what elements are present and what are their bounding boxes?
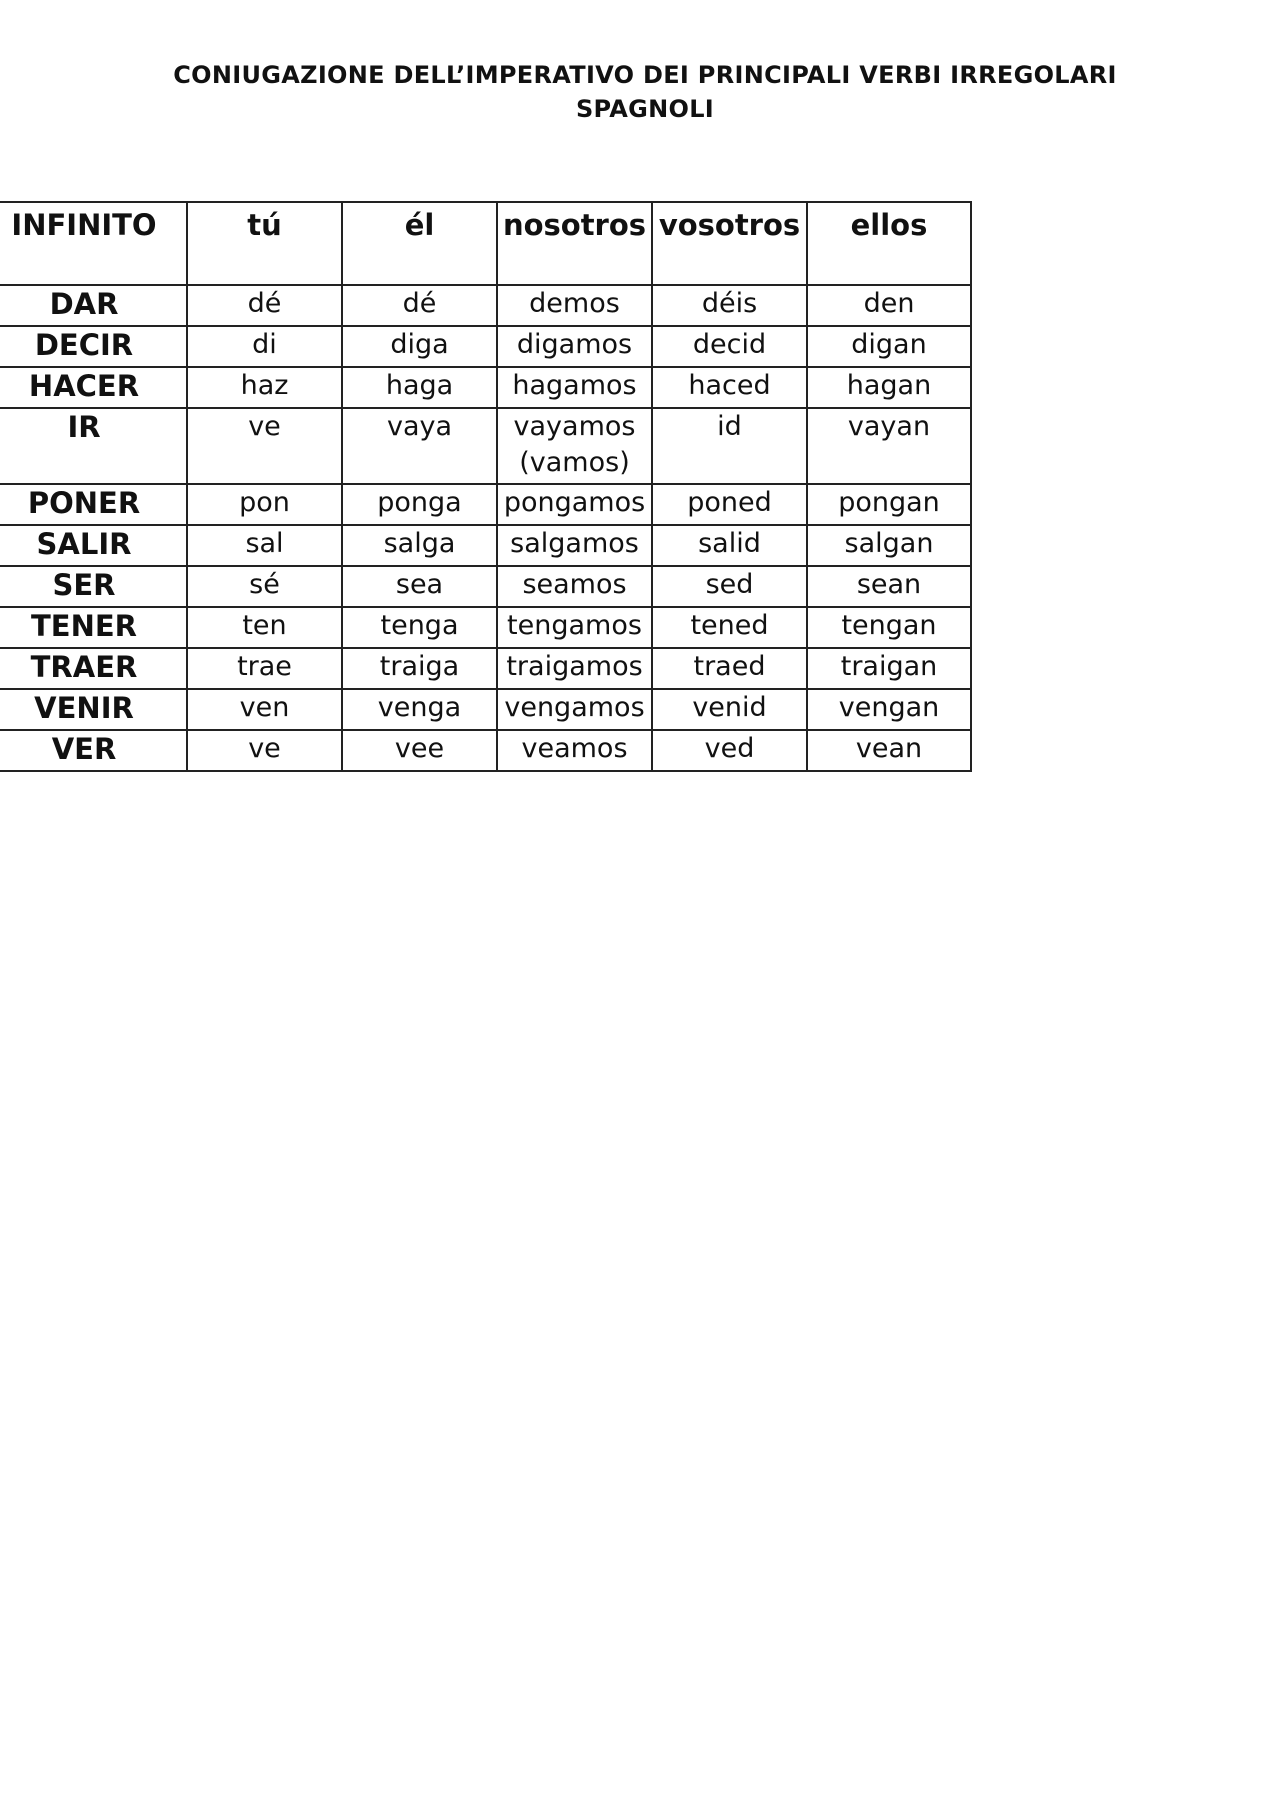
cell-infinitive: TENER [0,607,187,648]
cell-tu: sé [187,566,342,607]
header-vosotros: vosotros [652,202,807,285]
cell-el: haga [342,367,497,408]
cell-nosotros: hagamos [497,367,652,408]
cell-vosotros: traed [652,648,807,689]
cell-el: salga [342,525,497,566]
cell-tu: di [187,326,342,367]
cell-nosotros: salgamos [497,525,652,566]
cell-infinitive: PONER [0,484,187,525]
cell-el: traiga [342,648,497,689]
header-el: él [342,202,497,285]
table-row [0,566,971,607]
header-ellos: ellos [807,202,971,285]
cell-vosotros: sed [652,566,807,607]
cell-tu: haz [187,367,342,408]
cell-tu: ven [187,689,342,730]
cell-el: vee [342,730,497,771]
cell-tu: ve [187,730,342,771]
cell-ellos: tengan [807,607,971,648]
cell-ellos: salgan [807,525,971,566]
cell-ellos: traigan [807,648,971,689]
cell-nosotros: digamos [497,326,652,367]
table-row [0,408,971,484]
cell-nosotros: demos [497,285,652,326]
cell-vosotros: id [652,408,807,484]
cell-ellos: digan [807,326,971,367]
cell-nosotros-alt: (vamos) [519,447,630,478]
cell-vosotros: decid [652,326,807,367]
cell-infinitive: VENIR [0,689,187,730]
cell-el: sea [342,566,497,607]
cell-tu: ten [187,607,342,648]
cell-nosotros: veamos [497,730,652,771]
cell-tu: trae [187,648,342,689]
table-row [0,689,971,730]
cell-nosotros: traigamos [497,648,652,689]
cell-vosotros: poned [652,484,807,525]
cell-nosotros-main: vayamos [513,411,636,442]
cell-ellos: vengan [807,689,971,730]
header-tu: tú [187,202,342,285]
page-title-line-2: SPAGNOLI [575,95,715,123]
cell-infinitive: HACER [0,367,187,408]
cell-ellos: vean [807,730,971,771]
cell-el: diga [342,326,497,367]
cell-el: dé [342,285,497,326]
cell-el: tenga [342,607,497,648]
cell-nosotros: pongamos [497,484,652,525]
cell-nosotros: vengamos [497,689,652,730]
cell-infinitive: SALIR [0,525,187,566]
cell-nosotros: seamos [497,566,652,607]
cell-tu: pon [187,484,342,525]
table-row [0,607,971,648]
cell-vosotros: venid [652,689,807,730]
cell-infinitive: VER [0,730,187,771]
cell-el: ponga [342,484,497,525]
table-row [0,326,971,367]
table-row [0,648,971,689]
cell-infinitive: SER [0,566,187,607]
page-title [120,58,1170,126]
header-nosotros: nosotros [497,202,652,285]
cell-nosotros [497,408,652,484]
cell-infinitive: TRAER [0,648,187,689]
cell-infinitive: DAR [0,285,187,326]
cell-nosotros: tengamos [497,607,652,648]
conjugation-table [0,201,972,772]
cell-tu: dé [187,285,342,326]
cell-tu: sal [187,525,342,566]
cell-ellos: sean [807,566,971,607]
cell-infinitive: DECIR [0,326,187,367]
table-header-row [0,202,971,285]
page-title-line-1: CONIUGAZIONE DELL’IMPERATIVO DEI PRINCIPALI VERBI IRREGOLARI [173,61,1117,89]
table-row [0,730,971,771]
cell-vosotros: haced [652,367,807,408]
cell-el: vaya [342,408,497,484]
cell-vosotros: déis [652,285,807,326]
cell-tu: ve [187,408,342,484]
cell-ellos: vayan [807,408,971,484]
table-row [0,367,971,408]
cell-ellos: pongan [807,484,971,525]
cell-infinitive: IR [0,408,187,484]
table-row [0,285,971,326]
header-infinito: INFINITO [0,202,187,285]
table-row [0,484,971,525]
table-row [0,525,971,566]
cell-vosotros: tened [652,607,807,648]
cell-vosotros: ved [652,730,807,771]
cell-vosotros: salid [652,525,807,566]
cell-el: venga [342,689,497,730]
cell-ellos: hagan [807,367,971,408]
cell-ellos: den [807,285,971,326]
